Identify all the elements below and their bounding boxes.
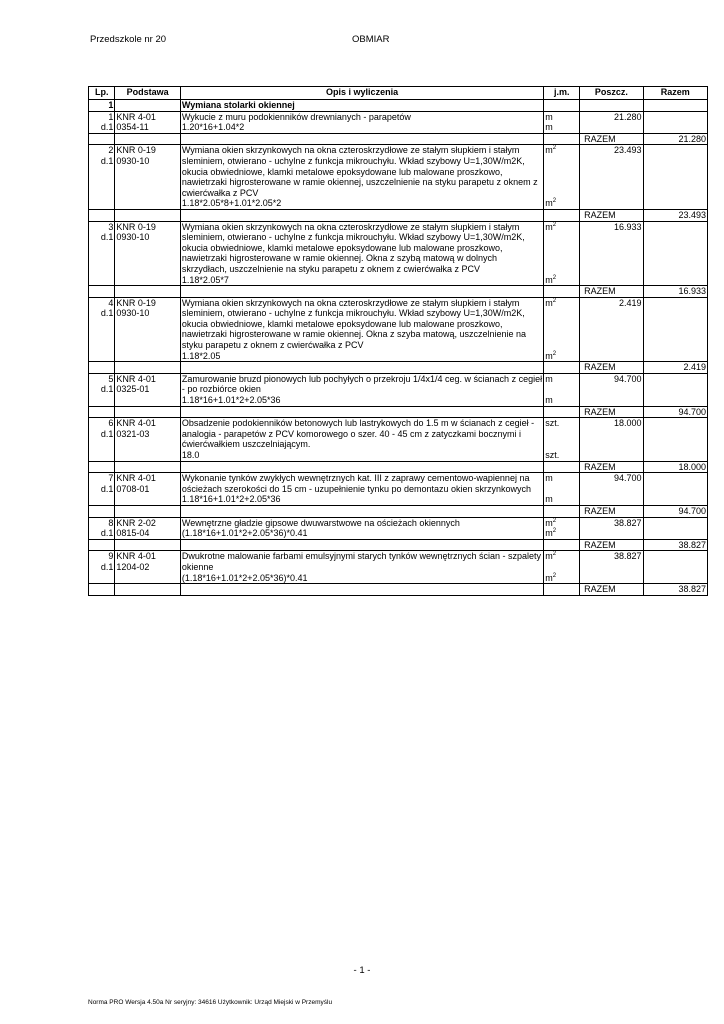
item-calculation: (1.18*16+1.01*2+2.05*36)*0.41	[181, 572, 308, 583]
item-number: 1	[108, 111, 114, 122]
item-basis-code: 1204-02	[116, 561, 150, 572]
sum-empty-cell	[544, 505, 580, 517]
item-sum-row	[89, 539, 708, 551]
item-lp-cell	[89, 111, 115, 133]
item-basis-cell	[115, 221, 180, 286]
sum-empty-cell	[89, 584, 115, 596]
item-basis-cell	[115, 373, 180, 406]
col-header-lp: Lp.	[89, 87, 115, 100]
item-unit-cell	[544, 111, 580, 133]
item-unit-cell	[544, 418, 580, 461]
item-total-empty	[643, 111, 707, 133]
item-unit: szt.	[545, 418, 560, 429]
sum-empty-cell	[544, 362, 580, 374]
sum-empty-cell	[89, 406, 115, 418]
item-sum-row	[89, 584, 708, 596]
item-sub-number: d.1	[100, 384, 114, 395]
item-basis-cell	[115, 473, 180, 506]
item-basis-code: 0930-10	[116, 308, 150, 319]
item-total-value: 21.280	[643, 133, 707, 145]
item-partial-value: 2.419	[580, 297, 643, 362]
sum-empty-cell	[544, 584, 580, 596]
item-description: Wymiana okien skrzynkowych na okna czteroskrzydłowe ze stałym słupkiem i stałym sleminiem, otwierano - uchylne z funkcja mikrouchyłu. Wkład szybowy U=1,30W/m2K, okucia obwiedniowe, klamki metalowe epoksydowane lub malowane proszkowo, nawietrzaki higrosterowane w ramie okiennej. Okna z szyba matową, uszczelnienie na styku parapetu z oknem z cwierćwałka z PCV	[181, 297, 527, 351]
section-row	[89, 100, 708, 112]
item-calc-unit: $m^2$	[545, 528, 557, 539]
sum-empty-cell	[115, 406, 180, 418]
section-empty-cell	[115, 100, 180, 112]
item-calculation: 1.18*2.05*7	[181, 274, 229, 285]
sum-empty-cell	[115, 584, 180, 596]
sum-label: RAZEM	[580, 539, 643, 551]
item-sum-row	[89, 133, 708, 145]
item-description-cell	[180, 373, 543, 406]
item-row	[89, 111, 708, 133]
table-header-row	[89, 87, 708, 100]
item-partial-value: 94.700	[580, 373, 643, 406]
sum-empty-cell	[180, 406, 543, 418]
software-footer: Norma PRO Wersja 4.50a Nr seryjny: 34616 Użytkownik: Urząd Miejski w Przemyślu	[88, 999, 333, 1006]
item-basis-code: 0321-03	[116, 428, 150, 439]
sum-empty-cell	[115, 286, 180, 298]
item-calculation: 1.20*16+1.04*2	[181, 122, 245, 133]
item-description-cell	[180, 418, 543, 461]
item-sum-row	[89, 286, 708, 298]
item-unit-cell	[544, 517, 580, 539]
item-basis-catalog: KNR 4-01	[116, 373, 156, 384]
item-number: 5	[108, 373, 114, 384]
item-basis-catalog: KNR 0-19	[116, 221, 156, 232]
sum-empty-cell	[115, 539, 180, 551]
item-row	[89, 297, 708, 362]
item-calc-unit: m	[545, 494, 553, 505]
item-description-cell	[180, 297, 543, 362]
item-description-cell	[180, 221, 543, 286]
item-total-empty	[643, 145, 707, 210]
item-basis-catalog: KNR 4-01	[116, 473, 156, 484]
item-row	[89, 517, 708, 539]
item-unit-cell	[544, 551, 580, 584]
sum-empty-cell	[89, 505, 115, 517]
item-calculation: (1.18*16+1.01*2+2.05*36)*0.41	[181, 528, 308, 539]
sum-empty-cell	[544, 286, 580, 298]
section-number: 1	[89, 100, 115, 112]
item-partial-value: 38.827	[580, 517, 643, 539]
sum-empty-cell	[89, 133, 115, 145]
item-unit: m	[545, 111, 553, 122]
item-basis-code: 0815-04	[116, 528, 150, 539]
item-description: Wymiana okien skrzynkowych na okna czteroskrzydłowe ze stałym słupkiem i stałym sleminiem, otwierano - uchylne z funkcja mikrouchyłu. Wkład szybowy U=1,30W/m2K, okucia obwiedniowe, klamki metalowe epoksydowane lub malowane proszkowo, nawietrzaki higrosterowane w ramie okiennej. Okna z szybą matową w dolnych skrzydłach, uszczelnienie na styku parapetu z oknem z cwierćwałka z PCV	[181, 221, 525, 274]
item-total-value: 38.827	[643, 584, 707, 596]
item-calc-unit: $m^2$	[545, 274, 557, 285]
item-basis-cell	[115, 145, 180, 210]
item-basis-catalog: KNR 4-01	[116, 111, 156, 122]
item-unit: $m^2$	[545, 517, 557, 528]
item-partial-value: 23.493	[580, 145, 643, 210]
item-calculation: 18.0	[181, 450, 200, 460]
item-total-value: 16.933	[643, 286, 707, 298]
item-row	[89, 551, 708, 584]
item-number: 6	[108, 418, 114, 429]
item-basis-catalog: KNR 2-02	[116, 517, 156, 528]
item-unit-cell	[544, 297, 580, 362]
item-calc-unit: $m^2$	[545, 572, 557, 583]
sum-label: RAZEM	[580, 584, 643, 596]
item-lp-cell	[89, 145, 115, 210]
sum-empty-cell	[544, 539, 580, 551]
item-unit-cell	[544, 473, 580, 506]
item-calculation: 1.18*2.05*8+1.01*2.05*2	[181, 198, 282, 209]
sum-empty-cell	[89, 209, 115, 221]
sum-label: RAZEM	[580, 286, 643, 298]
item-total-empty	[643, 473, 707, 506]
item-calculation: 1.18*16+1.01*2+2.05*36	[181, 494, 281, 505]
item-lp-cell	[89, 418, 115, 461]
item-sum-row	[89, 362, 708, 374]
sum-empty-cell	[115, 461, 180, 473]
item-row	[89, 145, 708, 210]
item-description: Wewnętrzne gładzie gipsowe dwuwarstwowe na ościeżach okiennych	[181, 517, 460, 528]
item-number: 3	[108, 221, 114, 232]
item-basis-cell	[115, 551, 180, 584]
col-header-opis: Opis i wyliczenia	[180, 87, 543, 100]
table-body	[89, 100, 708, 596]
item-description: Wykonanie tynków zwykłych wewnętrznych kat. III z zaprawy cementowo-wapiennej na ościeżach szerokości do 15 cm - uzupełnienie tynku po demontazu okien skrzynkowych	[181, 473, 532, 494]
item-total-value: 94.700	[643, 505, 707, 517]
item-sub-number: d.1	[100, 428, 114, 439]
item-sub-number: d.1	[100, 561, 114, 572]
sum-label: RAZEM	[580, 362, 643, 374]
item-number: 9	[108, 551, 114, 562]
item-partial-value: 38.827	[580, 551, 643, 584]
sum-empty-cell	[180, 505, 543, 517]
item-number: 8	[108, 517, 114, 528]
sum-empty-cell	[89, 539, 115, 551]
section-empty-cell	[580, 100, 643, 112]
item-number: 4	[108, 297, 114, 308]
item-number: 7	[108, 473, 114, 484]
item-row	[89, 221, 708, 286]
header-document-type: OBMIAR	[352, 34, 390, 45]
measurement-table	[88, 86, 708, 596]
item-description-cell	[180, 111, 543, 133]
item-calculation: 1.18*2.05	[181, 350, 221, 361]
item-basis-catalog: KNR 0-19	[116, 297, 156, 308]
sum-empty-cell	[180, 286, 543, 298]
item-description: Zamurowanie bruzd pionowych lub pochyłych o przekroju 1/4x1/4 ceg. w ścianach z cegieł - po rozbiórce okien	[181, 373, 543, 395]
item-sum-row	[89, 461, 708, 473]
col-header-razem: Razem	[643, 87, 707, 100]
item-unit: $m^2$	[545, 297, 557, 308]
item-total-empty	[643, 221, 707, 286]
item-total-value: 38.827	[643, 539, 707, 551]
sum-empty-cell	[544, 133, 580, 145]
item-total-empty	[643, 551, 707, 584]
item-unit: $m^2$	[545, 221, 557, 232]
item-total-value: 2.419	[643, 362, 707, 374]
item-lp-cell	[89, 473, 115, 506]
item-lp-cell	[89, 551, 115, 584]
item-sub-number: d.1	[100, 483, 114, 494]
item-total-empty	[643, 517, 707, 539]
item-partial-value: 21.280	[580, 111, 643, 133]
item-lp-cell	[89, 517, 115, 539]
section-empty-cell	[643, 100, 707, 112]
sum-label: RAZEM	[580, 461, 643, 473]
item-sub-number: d.1	[100, 528, 114, 539]
sum-empty-cell	[89, 286, 115, 298]
item-lp-cell	[89, 373, 115, 406]
item-description-cell	[180, 517, 543, 539]
item-row	[89, 418, 708, 461]
item-sum-row	[89, 406, 708, 418]
sum-empty-cell	[180, 461, 543, 473]
item-basis-cell	[115, 418, 180, 461]
section-empty-cell	[544, 100, 580, 112]
sum-empty-cell	[180, 584, 543, 596]
sum-empty-cell	[115, 362, 180, 374]
item-total-value: 18.000	[643, 461, 707, 473]
header-project-name: Przedszkole nr 20	[90, 34, 167, 45]
item-description: Wymiana okien skrzynkowych na okna czteroskrzydłowe ze stałym słupkiem i stałym sleminiem, otwierano - uchylne z funkcja mikrouchyłu. Wkład szybowy U=1,30W/m2K, okucia obwiedniowe, klamki metalowe epoksydowane lub malowane proszkowo, nawietrzaki higrosterowane w ramie okiennej, uszczelnienie na styku parapetu z oknem z cwierćwałka z PCV	[181, 145, 538, 198]
item-description: Dwukrotne malowanie farbami emulsyjnymi starych tynków wewnętrznych ścian - szpalety okienne	[181, 551, 542, 572]
item-calc-unit: $m^2$	[545, 198, 557, 209]
item-partial-value: 18.000	[580, 418, 643, 461]
item-basis-catalog: KNR 4-01	[116, 418, 156, 429]
item-description-cell	[180, 551, 543, 584]
item-unit: $m^2$	[545, 145, 557, 156]
item-calc-unit: m	[545, 122, 553, 133]
item-sub-number: d.1	[100, 232, 114, 243]
item-basis-code: 0354-11	[116, 122, 149, 133]
item-calc-unit: szt.	[545, 450, 560, 460]
item-unit: m	[545, 373, 553, 384]
sum-empty-cell	[180, 362, 543, 374]
item-lp-cell	[89, 297, 115, 362]
sum-empty-cell	[89, 362, 115, 374]
item-unit: $m^2$	[545, 551, 557, 562]
item-partial-value: 94.700	[580, 473, 643, 506]
sum-empty-cell	[115, 133, 180, 145]
item-unit: m	[545, 473, 553, 484]
item-total-empty	[643, 418, 707, 461]
item-description-cell	[180, 145, 543, 210]
col-header-podstawa: Podstawa	[115, 87, 180, 100]
item-basis-catalog: KNR 4-01	[116, 551, 156, 562]
col-header-jm: j.m.	[544, 87, 580, 100]
item-total-empty	[643, 297, 707, 362]
sum-label: RAZEM	[580, 133, 643, 145]
item-basis-cell	[115, 111, 180, 133]
item-description: Obsadzenie podokienników betonowych lub lastrykowych do 1.5 m w ścianach z cegieł - analogia - parapetów z PCV komorowego o szer. 40 - 45 cm z zatyczkami bocznymi i ćwierćwałkiem uszczelniającym.	[181, 418, 535, 450]
sum-empty-cell	[89, 461, 115, 473]
item-total-empty	[643, 373, 707, 406]
sum-empty-cell	[115, 505, 180, 517]
sum-empty-cell	[180, 133, 543, 145]
item-basis-catalog: KNR 0-19	[116, 145, 156, 156]
item-row	[89, 373, 708, 406]
item-row	[89, 473, 708, 506]
item-sum-row	[89, 209, 708, 221]
col-header-poszcz: Poszcz.	[580, 87, 643, 100]
item-calc-unit: m	[545, 395, 553, 406]
sum-empty-cell	[180, 209, 543, 221]
item-unit-cell	[544, 221, 580, 286]
item-sub-number: d.1	[100, 122, 114, 133]
sum-empty-cell	[544, 209, 580, 221]
item-description: Wykucie z muru podokienników drewnianych - parapetów	[181, 111, 411, 122]
item-basis-code: 0325-01	[116, 384, 150, 395]
item-basis-cell	[115, 297, 180, 362]
item-sub-number: d.1	[100, 155, 114, 166]
item-basis-code: 0930-10	[116, 232, 150, 243]
item-total-value: 94.700	[643, 406, 707, 418]
item-sub-number: d.1	[100, 308, 114, 319]
item-basis-code: 0708-01	[116, 483, 150, 494]
sum-empty-cell	[115, 209, 180, 221]
item-unit-cell	[544, 145, 580, 210]
item-calc-unit: $m^2$	[545, 350, 557, 361]
sum-empty-cell	[180, 539, 543, 551]
item-total-value: 23.493	[643, 209, 707, 221]
sum-empty-cell	[544, 406, 580, 418]
item-partial-value: 16.933	[580, 221, 643, 286]
item-description-cell	[180, 473, 543, 506]
item-number: 2	[108, 145, 114, 156]
item-basis-cell	[115, 517, 180, 539]
sum-empty-cell	[544, 461, 580, 473]
item-lp-cell	[89, 221, 115, 286]
sum-label: RAZEM	[580, 505, 643, 517]
item-unit-cell	[544, 373, 580, 406]
sum-label: RAZEM	[580, 406, 643, 418]
item-sum-row	[89, 505, 708, 517]
item-calculation: 1.18*16+1.01*2+2.05*36	[181, 395, 281, 406]
section-title: Wymiana stolarki okiennej	[180, 100, 543, 112]
sum-label: RAZEM	[580, 209, 643, 221]
page-number: - 1 -	[353, 965, 371, 976]
item-basis-code: 0930-10	[116, 155, 150, 166]
